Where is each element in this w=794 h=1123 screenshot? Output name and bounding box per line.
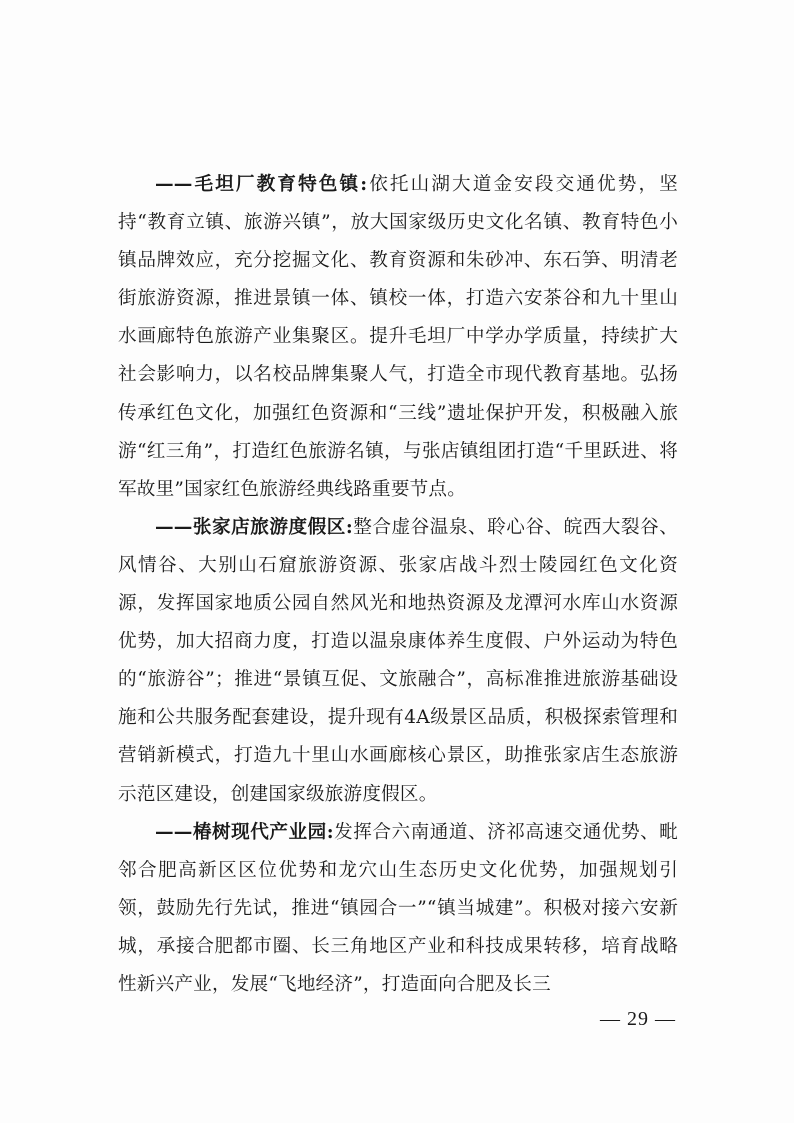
document-body bbox=[118, 166, 678, 1004]
paragraph-text: 依托山湖大道金安段交通优势，坚持“教育立镇、旅游兴镇”，放大国家级历史文化名镇、教育特色小镇品牌效应，充分挖掘文化、教育资源和朱砂冲、东石笋、明清老街旅游资源，推进景镇一体、镇校一体，打造六安茶谷和九十里山水画廊特色旅游产业集聚区。提升毛坦厂中学办学质量，持续扩大社会影响力，以名校品牌集聚人气，打造全市现代教育基地。弘扬传承红色文化，加强红色资源和“三线”遗址保护开发，积极融入旅游“红三角”，打造红色旅游名镇，与张店镇组团打造“千里跃进、将军故里”国家红色旅游经典线路重要节点。 bbox=[118, 174, 678, 500]
paragraph-text: 发挥合六南通道、济祁高速交通优势、毗邻合肥高新区区位优势和龙穴山生态历史文化优势，加强规划引领，鼓励先行先试，推进“镇园合一”“镇当城建”。积极对接六安新城，承接合肥都市圈、长三角地区产业和科技成果转移，培育战略性新兴产业，发展“飞地经济”，打造面向合肥及长三 bbox=[118, 821, 678, 995]
paragraph-maotanchang bbox=[118, 166, 678, 509]
paragraph-text: 整合虚谷温泉、聆心谷、皖西大裂谷、风情谷、大别山石窟旅游资源、张家店战斗烈士陵园红色文化资源，发挥国家地质公园自然风光和地热资源及龙潭河水库山水资源优势，加大招商力度，打造以温泉康体养生度假、户外运动为特色的“旅游谷”；推进“景镇互促、文旅融合”，高标准推进旅游基础设施和公共服务配套建设，提升现有4A级景区品质，积极探索管理和营销新模式，打造九十里山水画廊核心景区，助推张家店生态旅游示范区建设，创建国家级旅游度假区。 bbox=[118, 516, 678, 805]
paragraph-lead: ——椿树现代产业园: bbox=[155, 821, 334, 843]
paragraph-lead: ——张家店旅游度假区: bbox=[155, 516, 353, 538]
paragraph-zhangjiadian bbox=[118, 509, 678, 814]
page-number: — 29 — bbox=[600, 1008, 676, 1030]
paragraph-lead: ——毛坦厂教育特色镇: bbox=[155, 174, 368, 195]
paragraph-chunshu bbox=[118, 814, 678, 1004]
